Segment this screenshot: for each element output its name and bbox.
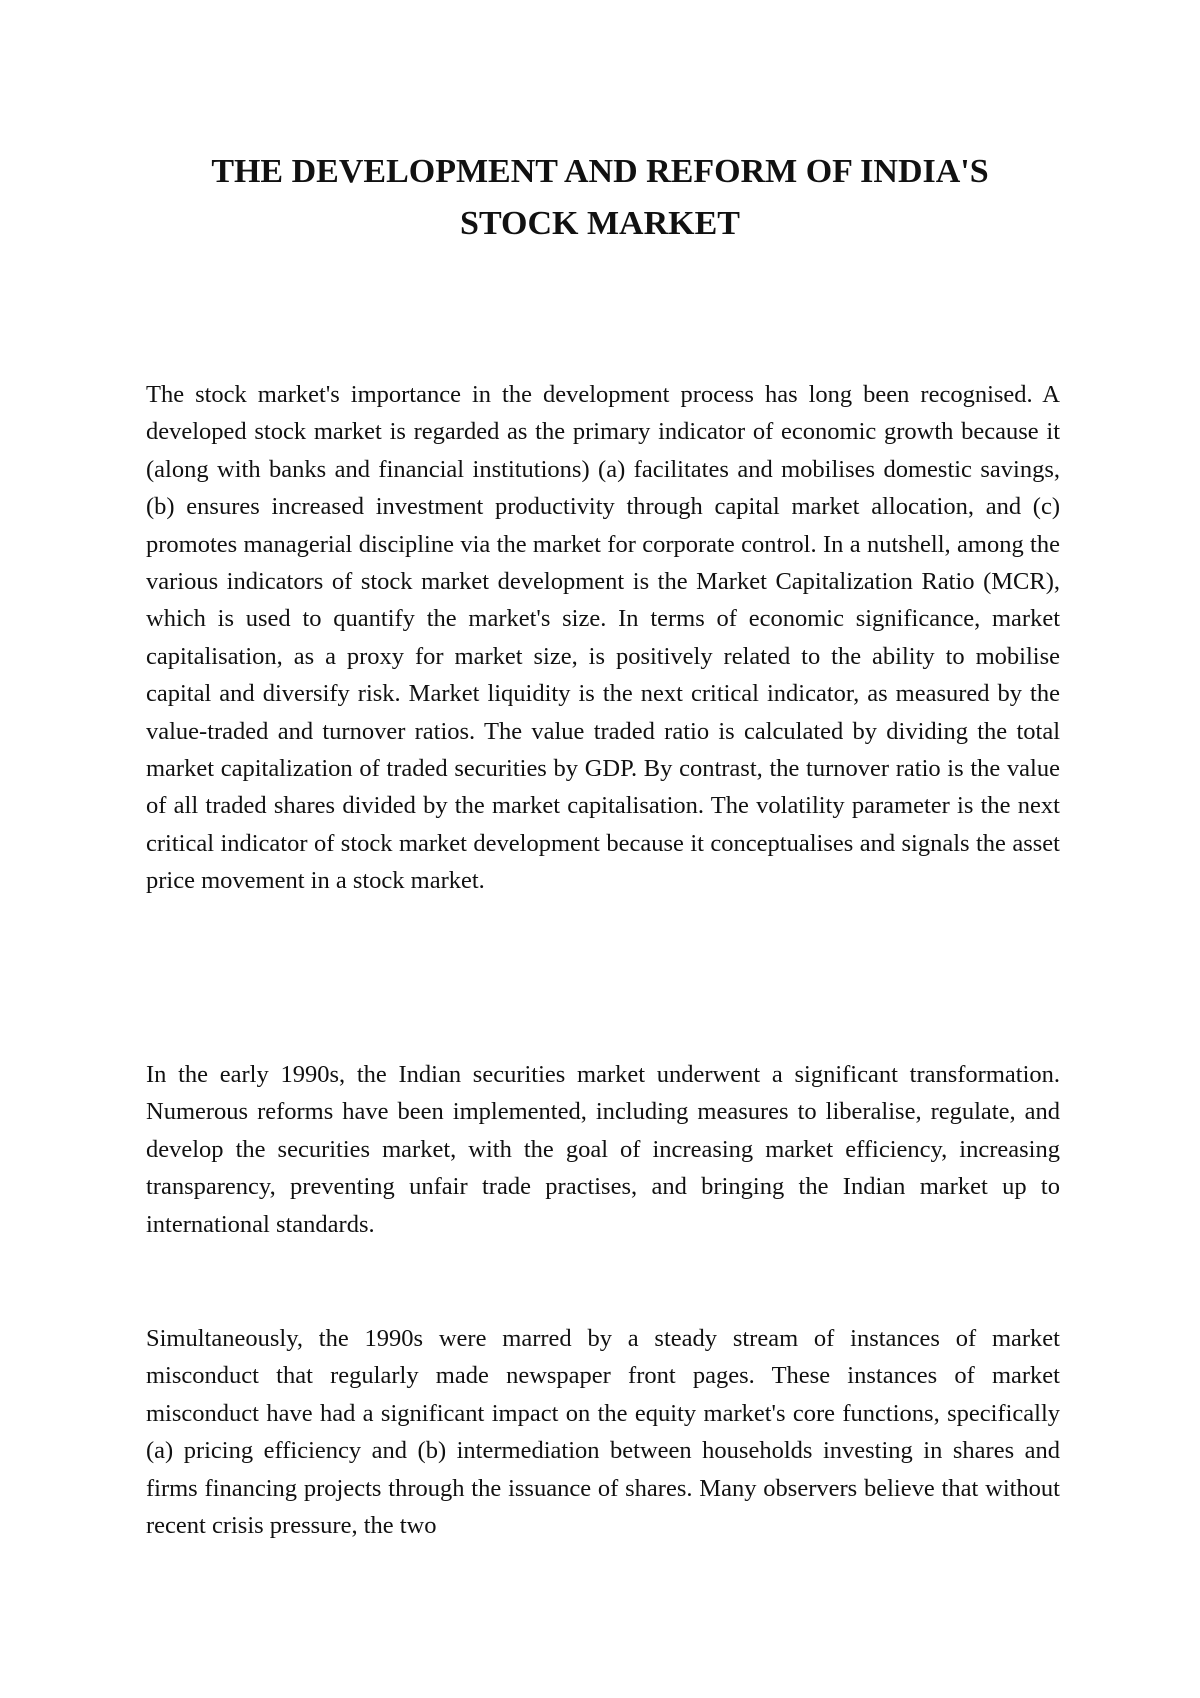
title-line-2: STOCK MARKET — [460, 205, 740, 242]
paragraph-market-misconduct: Simultaneously, the 1990s were marred by a steady stream of instances of market misconduct that regularly made newspaper front pages. These instances of market misconduct have had a significant impact on the equity market's core functions, specifically (a) pricing efficiency and (b) intermediation between households investing in shares and firms financing projects through the issuance of shares. Many observers believe that without recent crisis pressure, the two — [146, 1325, 1060, 1540]
title-line-1: THE DEVELOPMENT AND REFORM OF INDIA'S — [211, 153, 989, 190]
paragraph-stock-market-importance: The stock market's importance in the development process has long been recognised. A developed stock market is regarded as the primary indicator of economic growth because it (along with banks and financial institutions) (a) facilitates and mobilises domestic savings, (b) ensures increased investment productivity through capital market allocation, and (c) promotes managerial discipline via the market for corporate control. In a nutshell, among the various indicators of stock market development is the Market Capitalization Ratio (MCR), which is used to quantify the market's size. In terms of economic significance, market capitalisation, as a proxy for market size, is positively related to the ability to mobilise capital and diversify risk. Market liquidity is the next critical indicator, as measured by the value-traded and turnover ratios. The value traded ratio is calculated by dividing the total market capitalization of traded securities by GDP. By contrast, the turnover ratio is the value of all traded shares divided by the market capitalisation. The volatility parameter is the next critical indicator of stock market development because it conceptualises and signals the asset price movement in a stock market. — [146, 381, 1060, 895]
page-title — [140, 146, 1060, 250]
paragraph-1990s-transformation: In the early 1990s, the Indian securities market underwent a significant transformation. Numerous reforms have been implemented, including measures to liberalise, regulate, and develop the securities market, with the goal of increasing market efficiency, increasing transparency, preventing unfair trade practises, and bringing the Indian market up to international standards. — [146, 1061, 1060, 1238]
